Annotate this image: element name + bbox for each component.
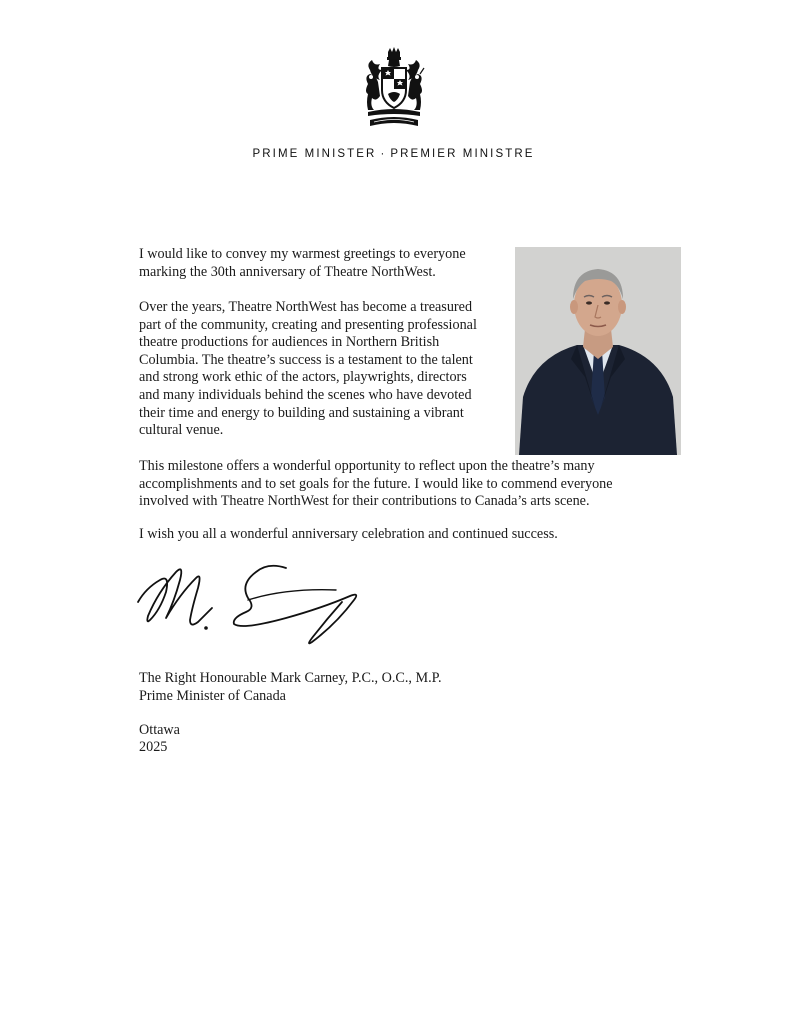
letterhead-french: PREMIER MINISTRE — [390, 148, 535, 160]
signatory-title-text: Prime Minister of Canada — [139, 688, 286, 704]
text-line: part of the community, creating and presenting professional — [139, 316, 477, 333]
text-line: This milestone offers a wonderful opportunity to reflect upon the theatre’s many — [139, 458, 595, 474]
text-line: Over the years, Theatre NorthWest has become a treasured — [139, 299, 473, 315]
paragraph-wishes — [139, 526, 659, 544]
text-line: I wish you all a wonderful anniversary celebration and continued success. — [139, 526, 558, 542]
letterhead — [0, 148, 787, 160]
text-line: accomplishments and to set goals for the future. I would like to commend everyone — [139, 475, 613, 492]
signatory-title — [139, 688, 559, 706]
letter-place — [139, 722, 339, 740]
portrait-photo — [515, 247, 681, 455]
text-line: their time and energy to building and sustaining a vibrant — [139, 404, 464, 421]
paragraph-greeting — [139, 246, 509, 281]
text-line: cultural venue. — [139, 422, 224, 439]
letter-year-text: 2025 — [139, 739, 168, 755]
text-line: marking the 30th anniversary of Theatre NorthWest. — [139, 263, 436, 280]
paragraph-history — [139, 299, 509, 440]
paragraph-milestone — [139, 458, 659, 511]
signature-image — [136, 558, 376, 653]
text-line: and many individuals behind the scenes who have devoted — [139, 386, 472, 403]
text-line: I would like to convey my warmest greetings to everyone — [139, 246, 466, 262]
letter-place-text: Ottawa — [139, 722, 180, 738]
signatory-name — [139, 670, 559, 688]
text-line: theatre productions for audiences in Northern British — [139, 334, 440, 351]
letterhead-separator: · — [380, 148, 387, 160]
text-line: and strong work ethic of the actors, playwrights, directors — [139, 369, 467, 386]
coat-of-arms-icon — [362, 46, 426, 132]
letter-year — [139, 739, 339, 757]
text-line: Columbia. The theatre’s success is a testament to the talent — [139, 351, 473, 368]
letterhead-english: PRIME MINISTER — [252, 148, 377, 160]
text-line: involved with Theatre NorthWest for their contributions to Canada’s arts scene. — [139, 493, 590, 510]
signatory-name-text: The Right Honourable Mark Carney, P.C., O.C., M.P. — [139, 670, 442, 686]
